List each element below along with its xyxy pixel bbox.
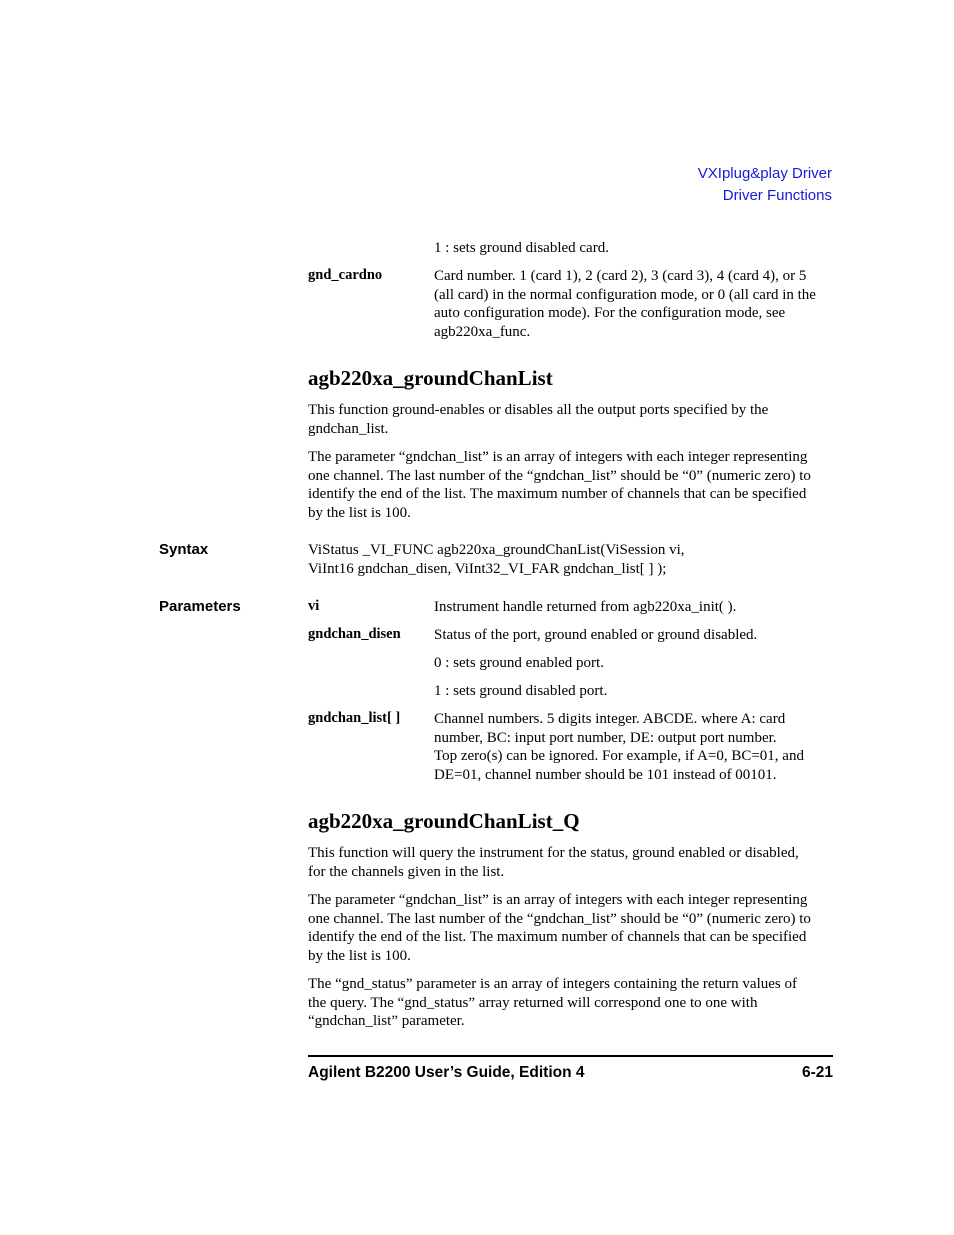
section1-paragraph-2 <box>308 448 833 522</box>
text-line: DE=01, channel number should be 101 instead of 00101. <box>434 766 777 783</box>
section-title-groundchanlist-q: agb220xa_groundChanList_Q <box>308 809 580 833</box>
param-term-gndchan-list: gndchan_list[ ] <box>308 710 401 726</box>
param-desc-vi: Instrument handle returned from agb220xa_init( ). <box>434 599 737 615</box>
text-line: the query. The “gnd_status” array returned will correspond one to one with <box>308 994 758 1011</box>
page-number: 6-21 <box>801 1064 833 1081</box>
text-line: Top zero(s) can be ignored. For example, if A=0, BC=01, and <box>434 748 804 765</box>
section2-paragraph-1 <box>308 844 833 881</box>
param-desc-gnd-cardno <box>434 267 834 341</box>
text-line: gndchan_list. <box>308 420 389 437</box>
gndchan-disen-option-1: 1 : sets ground disabled port. <box>434 683 608 699</box>
gndchan-disen-option-0: 0 : sets ground enabled port. <box>434 655 604 671</box>
syntax-label: Syntax <box>159 541 209 558</box>
section-title-groundchanlist: agb220xa_groundChanList <box>308 366 553 390</box>
text-line: by the list is 100. <box>308 504 411 521</box>
param-term-gndchan-disen: gndchan_disen <box>308 626 401 642</box>
text-line: identify the end of the list. The maximum number of channels that can be specified <box>308 486 807 503</box>
text-line: (all card) in the normal configuration mode, or 0 (all card in the <box>434 286 816 303</box>
text-line: one channel. The last number of the “gndchan_list” should be “0” (numeric zero) to <box>308 467 811 484</box>
syntax-code <box>308 541 833 578</box>
text-line: for the channels given in the list. <box>308 863 505 880</box>
running-header-chapter: VXIplug&play Driver <box>697 165 832 182</box>
text-line: ViStatus _VI_FUNC agb220xa_groundChanList(ViSession vi, <box>308 542 685 558</box>
text-line: This function will query the instrument for the status, ground enabled or disabled, <box>308 845 799 861</box>
text-line: auto configuration mode). For the configuration mode, see <box>434 305 786 322</box>
text-line: Card number. 1 (card 1), 2 (card 2), 3 (card 3), 4 (card 4), or 5 <box>434 268 807 284</box>
gnd-disen-option-1: 1 : sets ground disabled card. <box>434 240 609 256</box>
section2-paragraph-3 <box>308 975 833 1031</box>
section1-paragraph-1 <box>308 401 833 438</box>
text-line: agb220xa_func. <box>434 323 531 340</box>
text-line: Channel numbers. 5 digits integer. ABCDE. where A: card <box>434 711 786 727</box>
text-line: number, BC: input port number, DE: output port number. <box>434 729 777 746</box>
running-header-section: Driver Functions <box>722 187 832 204</box>
text-line: This function ground-enables or disables all the output ports specified by the <box>308 402 769 418</box>
param-term-vi: vi <box>308 598 320 614</box>
text-line: “gndchan_list” parameter. <box>308 1013 465 1030</box>
text-line: The parameter “gndchan_list” is an array of integers with each integer representing <box>308 892 808 908</box>
text-line: The parameter “gndchan_list” is an array of integers with each integer representing <box>308 449 808 465</box>
text-line: The “gnd_status” parameter is an array of integers containing the return values of <box>308 976 797 992</box>
param-desc-gndchan-list <box>434 710 834 784</box>
text-line: ViInt16 gndchan_disen, ViInt32_VI_FAR gndchan_list[ ] ); <box>308 560 667 577</box>
text-line: one channel. The last number of the “gndchan_list” should be “0” (numeric zero) to <box>308 910 811 927</box>
text-line: by the list is 100. <box>308 947 411 964</box>
footer-title: Agilent B2200 User’s Guide, Edition 4 <box>308 1064 585 1081</box>
footer-rule <box>308 1055 833 1057</box>
section2-paragraph-2 <box>308 891 833 965</box>
param-desc-gndchan-disen: Status of the port, ground enabled or ground disabled. <box>434 627 758 643</box>
text-line: identify the end of the list. The maximum number of channels that can be specified <box>308 929 807 946</box>
param-term-gnd-cardno: gnd_cardno <box>308 267 383 283</box>
parameters-label: Parameters <box>159 598 241 615</box>
